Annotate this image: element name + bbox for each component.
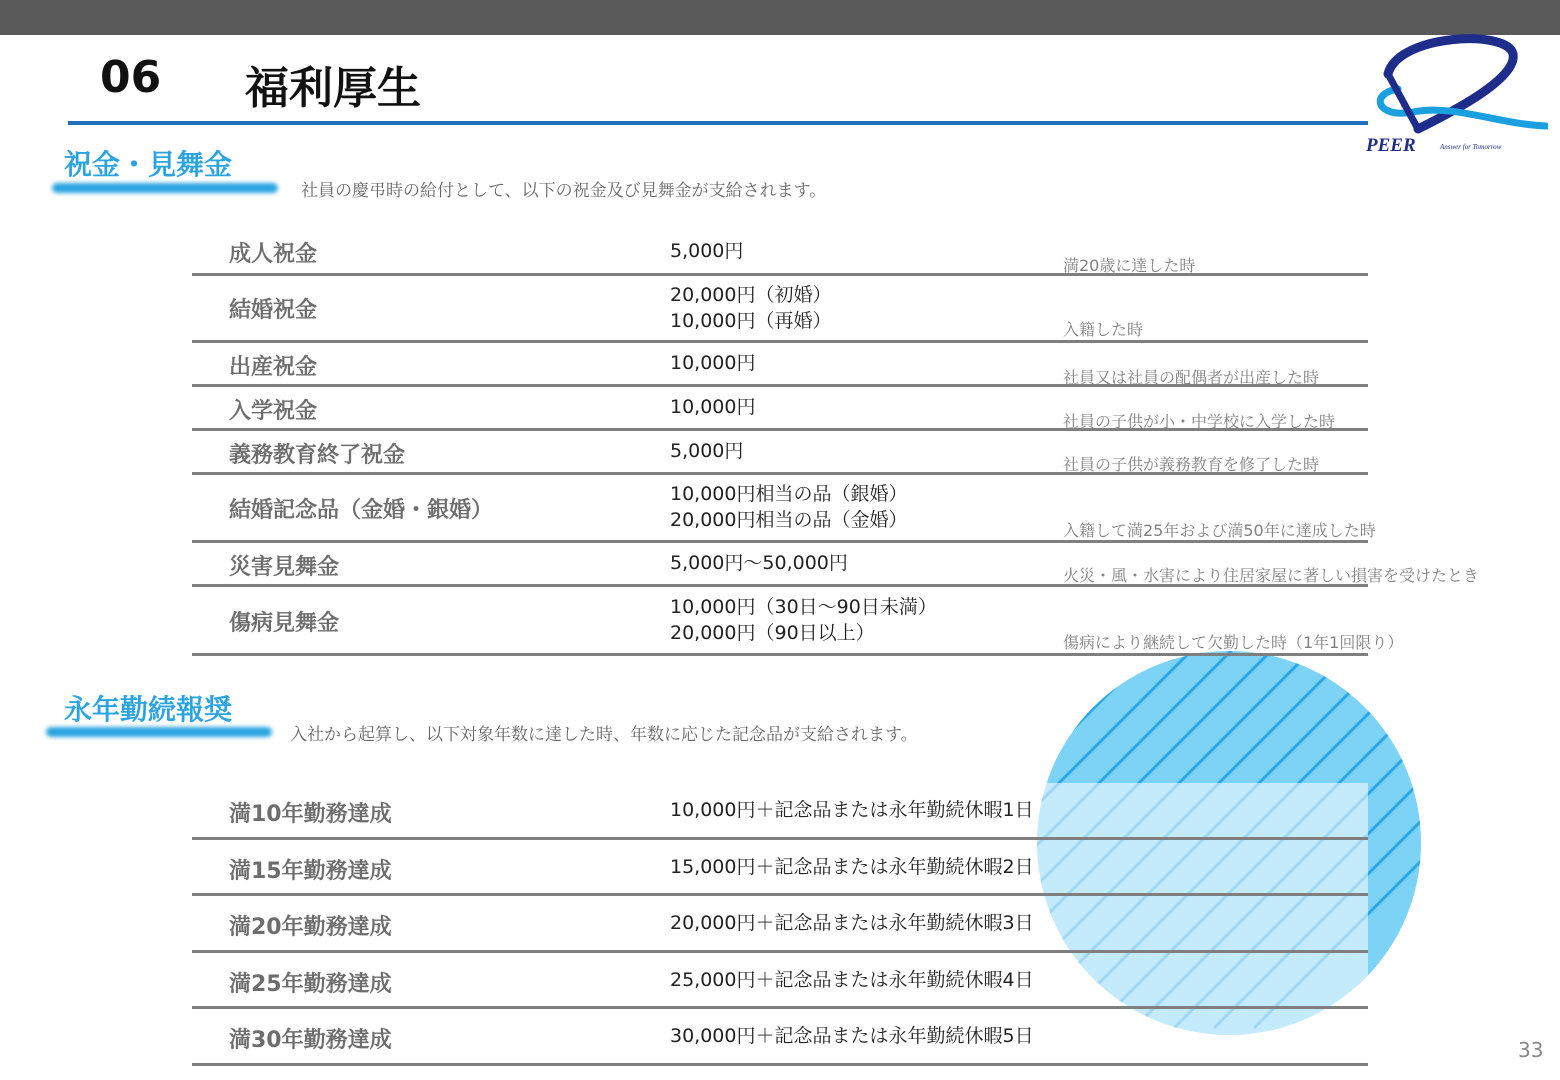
table-row	[192, 475, 1376, 543]
row-condition: 社員の子供が小・中学校に入学した時	[1063, 412, 1336, 431]
section-description: 入社から起算し、以下対象年数に達した時、年数に応じた記念品が支給されます。	[290, 725, 918, 745]
row-name: 結婚記念品（金婚・銀婚）	[229, 498, 494, 523]
table-row	[192, 343, 1368, 387]
table-row	[192, 232, 1368, 276]
row-condition: 社員の子供が義務教育を修了した時	[1063, 455, 1320, 474]
section-description: 社員の慶弔時の給付として、以下の祝金及び見舞金が支給されます。	[301, 181, 827, 201]
row-name: 満25年勤務達成	[229, 972, 392, 997]
row-amount: 10,000円（30日～90日未満） 20,000円（90日以上）	[670, 596, 937, 644]
row-amount: 30,000円＋記念品または永年勤続休暇5日	[670, 1025, 1034, 1047]
table-row	[192, 543, 1480, 587]
row-name: 満20年勤務達成	[229, 915, 392, 940]
row-amount: 5,000円	[670, 240, 744, 262]
table-row	[192, 783, 1368, 840]
row-amount: 15,000円＋記念品または永年勤続休暇2日	[670, 856, 1034, 878]
page-number: 33	[1518, 1038, 1544, 1062]
row-name: 成人祝金	[229, 242, 318, 267]
row-amount: 20,000円＋記念品または永年勤続休暇3日	[670, 912, 1034, 934]
table-row	[192, 953, 1368, 1009]
row-name: 満10年勤務達成	[229, 802, 392, 827]
logo-tagline: Answer for Tomorrow	[1440, 143, 1502, 151]
row-condition: 火災・風・水害により住居家屋に著しい損害を受けたとき	[1063, 566, 1480, 585]
row-amount: 10,000円相当の品（銀婚） 20,000円相当の品（金婚）	[670, 483, 908, 531]
peer-logo	[1358, 34, 1548, 159]
row-name: 入学祝金	[229, 399, 318, 424]
title-rule	[68, 121, 1368, 125]
table-row	[192, 276, 1368, 343]
row-amount: 10,000円＋記念品または永年勤続休暇1日	[670, 799, 1034, 821]
row-name: 災害見舞金	[229, 555, 340, 580]
section-underline	[52, 183, 278, 193]
row-name: 結婚祝金	[229, 298, 318, 323]
row-amount: 5,000円	[670, 440, 744, 462]
row-name: 傷病見舞金	[229, 611, 340, 636]
page-title: 福利厚生	[245, 63, 421, 114]
row-name: 義務教育終了祝金	[229, 443, 406, 468]
row-condition: 傷病により継続して欠勤した時（1年1回限り）	[1063, 633, 1404, 652]
section-heading-gifts: 祝金・見舞金	[64, 148, 233, 181]
table-row	[192, 896, 1368, 953]
row-condition: 入籍して満25年および満50年に達成した時	[1063, 521, 1376, 540]
table-row	[192, 1009, 1368, 1066]
table-row	[192, 587, 1404, 656]
section-heading-long-service: 永年勤続報奨	[64, 693, 233, 726]
table-row	[192, 387, 1368, 431]
section-number: 06	[100, 52, 162, 103]
row-amount: 25,000円＋記念品または永年勤続休暇4日	[670, 969, 1034, 991]
top-bar	[0, 0, 1560, 35]
table-row	[192, 840, 1368, 896]
row-condition: 満20歳に達した時	[1063, 256, 1196, 275]
row-amount: 10,000円	[670, 396, 756, 418]
logo-text: PEER	[1366, 135, 1416, 156]
row-amount: 10,000円	[670, 352, 756, 374]
row-condition: 社員又は社員の配偶者が出産した時	[1063, 368, 1320, 387]
row-name: 満30年勤務達成	[229, 1028, 392, 1053]
row-amount: 20,000円（初婚） 10,000円（再婚）	[670, 284, 832, 332]
row-condition: 入籍した時	[1063, 320, 1144, 339]
row-name: 出産祝金	[229, 355, 318, 380]
section-underline	[46, 727, 272, 737]
row-name: 満15年勤務達成	[229, 859, 392, 884]
row-amount: 5,000円～50,000円	[670, 552, 848, 574]
table-row	[192, 431, 1368, 475]
